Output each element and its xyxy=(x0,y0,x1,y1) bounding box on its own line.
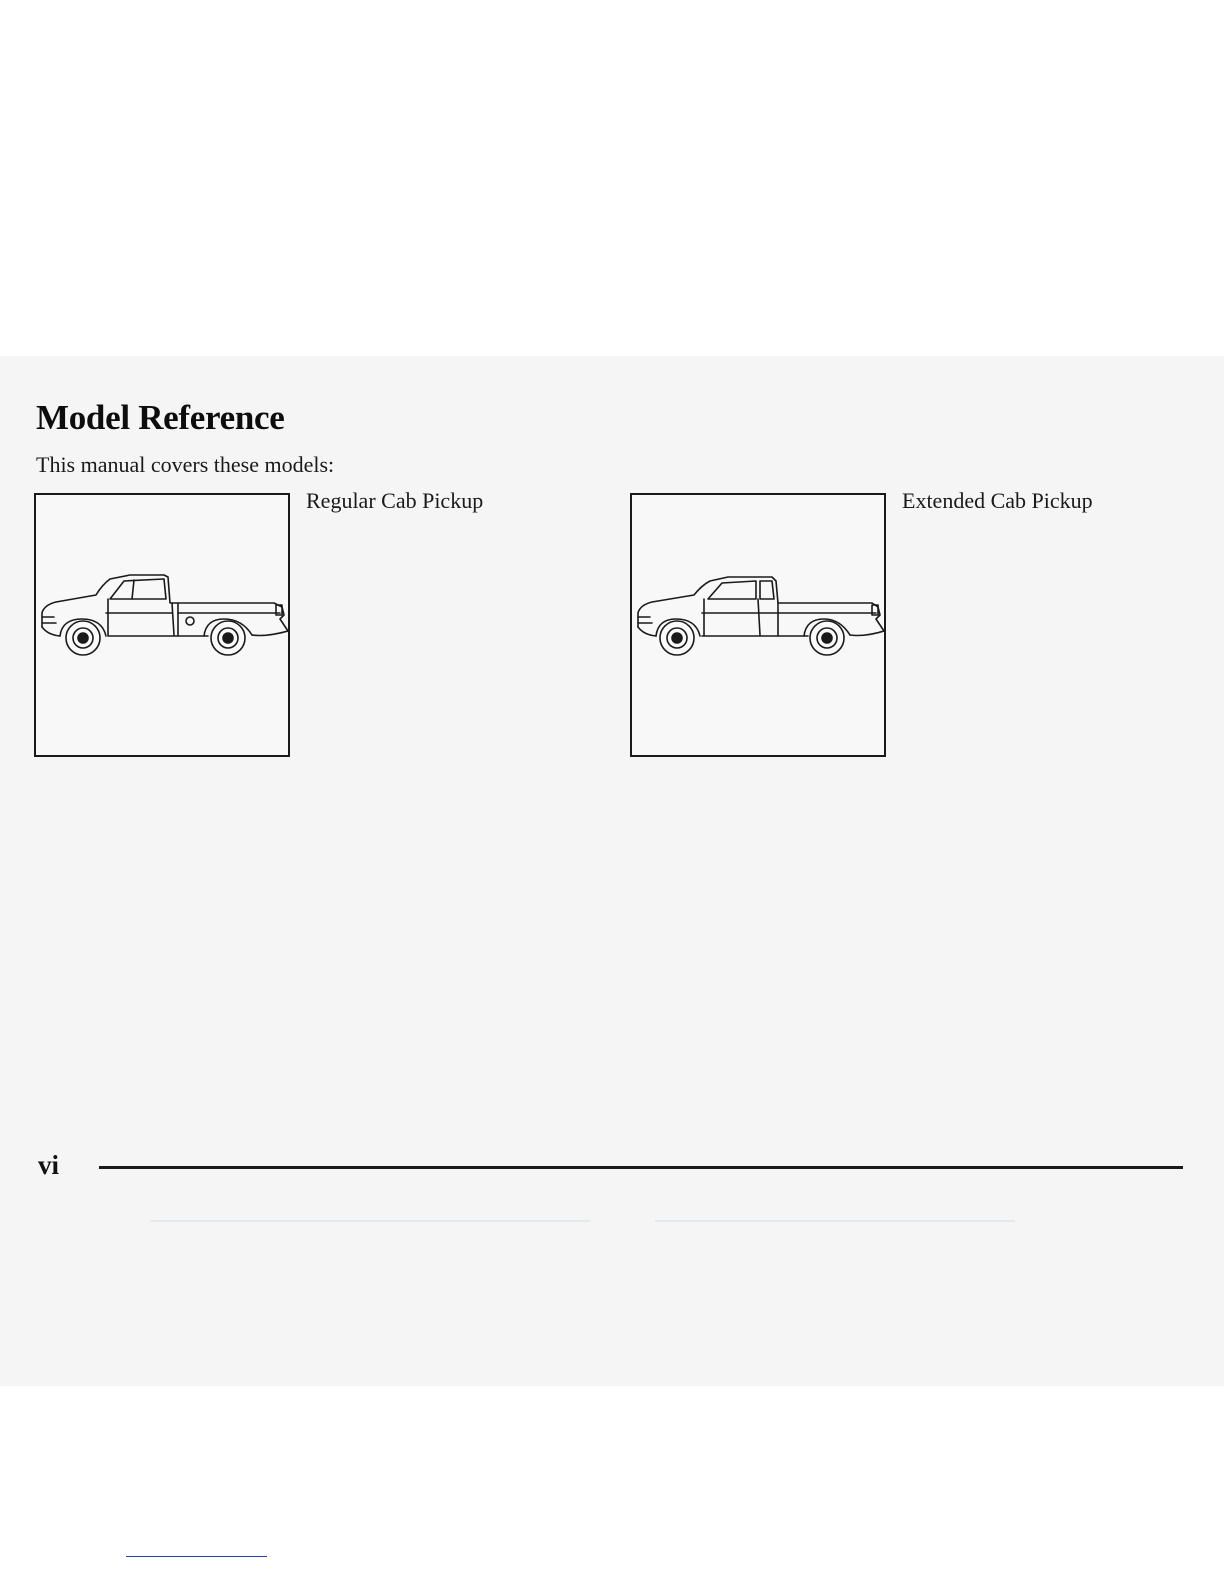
regular-cab-pickup-figure xyxy=(34,493,290,757)
intro-text: This manual covers these models: xyxy=(36,452,335,477)
scan-artifact-line xyxy=(150,1220,590,1222)
extended-cab-pickup-label: Extended Cab Pickup xyxy=(902,488,1093,513)
extended-cab-truck-icon xyxy=(632,495,884,755)
page-title: Model Reference xyxy=(36,398,285,437)
page-number: vi xyxy=(38,1150,60,1180)
scan-artifact-line xyxy=(655,1220,1015,1222)
footer-rule xyxy=(99,1166,1183,1169)
extended-cab-pickup-figure xyxy=(630,493,886,757)
regular-cab-pickup-label: Regular Cab Pickup xyxy=(306,488,484,513)
link-underline xyxy=(126,1556,267,1557)
regular-cab-truck-icon xyxy=(36,495,288,755)
